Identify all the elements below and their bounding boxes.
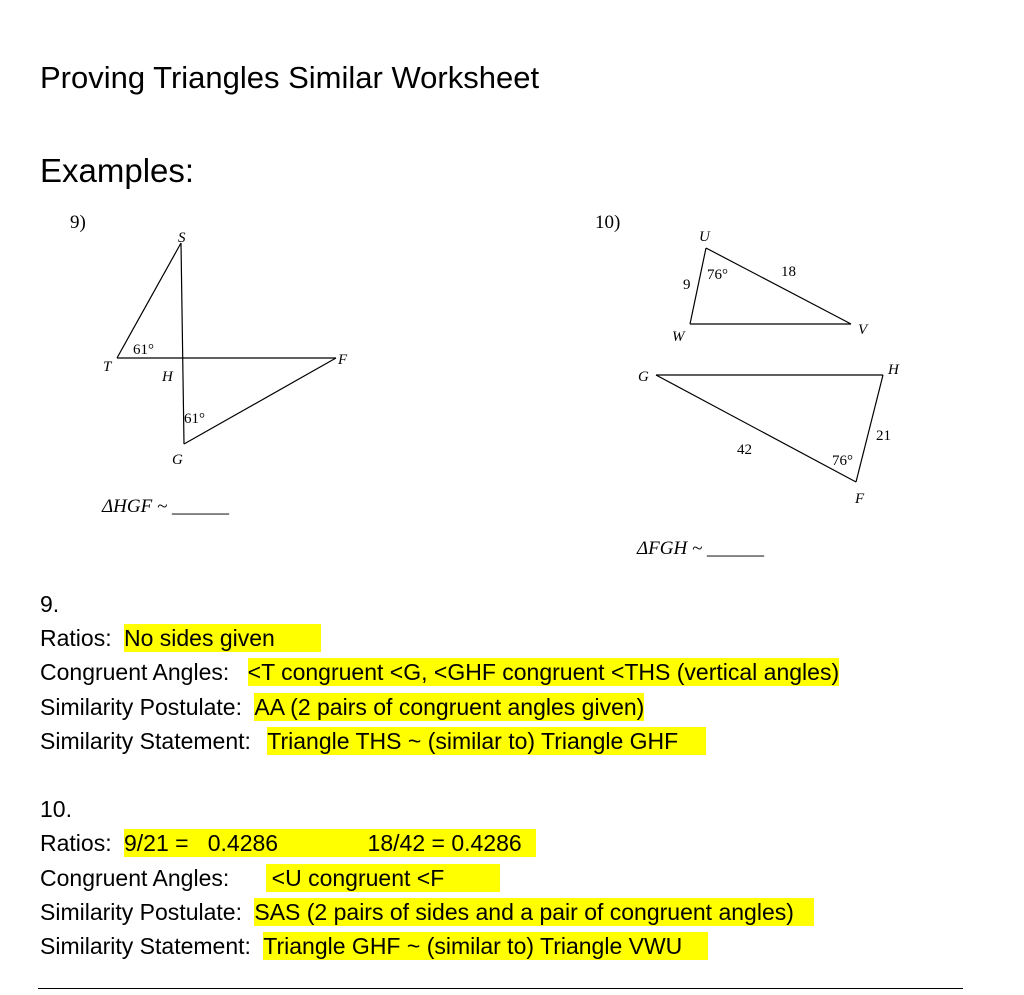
side-label-uv: 18 (781, 264, 796, 280)
vertex-label-h2: H (888, 362, 899, 378)
segment-fg (184, 358, 336, 444)
ratios-value: 9/21 = 0.4286 18/42 = 0.4286 (124, 829, 536, 857)
answer-10-congruent-angles (40, 864, 500, 892)
similarity-postulate-value: SAS (2 pairs of sides and a pair of congruent angles) (254, 898, 814, 926)
vertex-label-g: G (172, 452, 183, 468)
similarity-postulate-label: Similarity Postulate: (40, 899, 242, 925)
similarity-statement-label: Similarity Statement: (40, 728, 251, 754)
vertex-label-w: W (672, 329, 685, 345)
similarity-postulate-value: AA (2 pairs of congruent angles given) (254, 694, 645, 720)
vertex-label-f: F (338, 352, 348, 368)
answer-9-congruent-angles (40, 658, 839, 686)
ratios-label: Ratios: (40, 830, 112, 856)
congruent-angles-value: <T congruent <G, <GHF congruent <THS (vertical angles) (247, 659, 840, 685)
vertex-label-f2: F (855, 491, 865, 507)
bottom-rule (38, 988, 963, 989)
page-title: Proving Triangles Similar Worksheet (40, 60, 540, 95)
vertex-label-g2: G (638, 369, 649, 385)
vertex-label-t: T (103, 359, 112, 375)
segment-uw (690, 248, 706, 324)
vertex-label-h: H (162, 369, 173, 385)
segment-uv (706, 248, 851, 324)
answer-9-similarity-postulate (40, 693, 644, 721)
figure-10-number: 10) (595, 212, 621, 233)
segment-gf (656, 375, 856, 482)
figure-9-statement: ΔHGF ~ ______ (102, 496, 229, 517)
answer-10-similarity-postulate (40, 898, 814, 926)
similarity-statement-value: Triangle THS ~ (similar to) Triangle GHF (267, 727, 706, 755)
similarity-postulate-label: Similarity Postulate: (40, 694, 242, 720)
examples-heading: Examples: (40, 152, 195, 189)
angle-label-u: 76° (707, 267, 728, 283)
figure-10-triangle-uwv (690, 248, 851, 324)
vertex-label-v: V (858, 322, 868, 338)
vertex-label-s: S (178, 230, 186, 246)
congruent-angles-value: <U congruent <F (266, 864, 501, 892)
figure-10-statement: ΔFGH ~ ______ (637, 538, 764, 559)
vertex-label-u: U (699, 229, 710, 245)
answer-10-number: 10. (40, 796, 72, 822)
answer-10-ratios (40, 829, 536, 857)
ratios-label: Ratios: (40, 625, 112, 651)
similarity-statement-label: Similarity Statement: (40, 933, 251, 959)
congruent-angles-label: Congruent Angles: (40, 659, 230, 685)
answer-9-ratios (40, 624, 321, 652)
answer-9-number: 9. (40, 591, 60, 617)
answer-9-similarity-statement (40, 727, 706, 755)
similarity-statement-value: Triangle GHF ~ (similar to) Triangle VWU (263, 932, 708, 960)
congruent-angles-label: Congruent Angles: (40, 865, 230, 891)
ratios-value: No sides given (124, 624, 321, 652)
angle-label-f: 76° (832, 453, 853, 469)
side-label-uw: 9 (683, 277, 691, 293)
figure-9-number: 9) (70, 212, 86, 233)
answer-10-similarity-statement (40, 932, 708, 960)
side-label-hf: 21 (876, 428, 891, 444)
angle-label-t: 61° (133, 342, 154, 358)
angle-label-g: 61° (184, 411, 205, 427)
side-label-gf: 42 (737, 442, 752, 458)
segment-st (117, 243, 181, 358)
